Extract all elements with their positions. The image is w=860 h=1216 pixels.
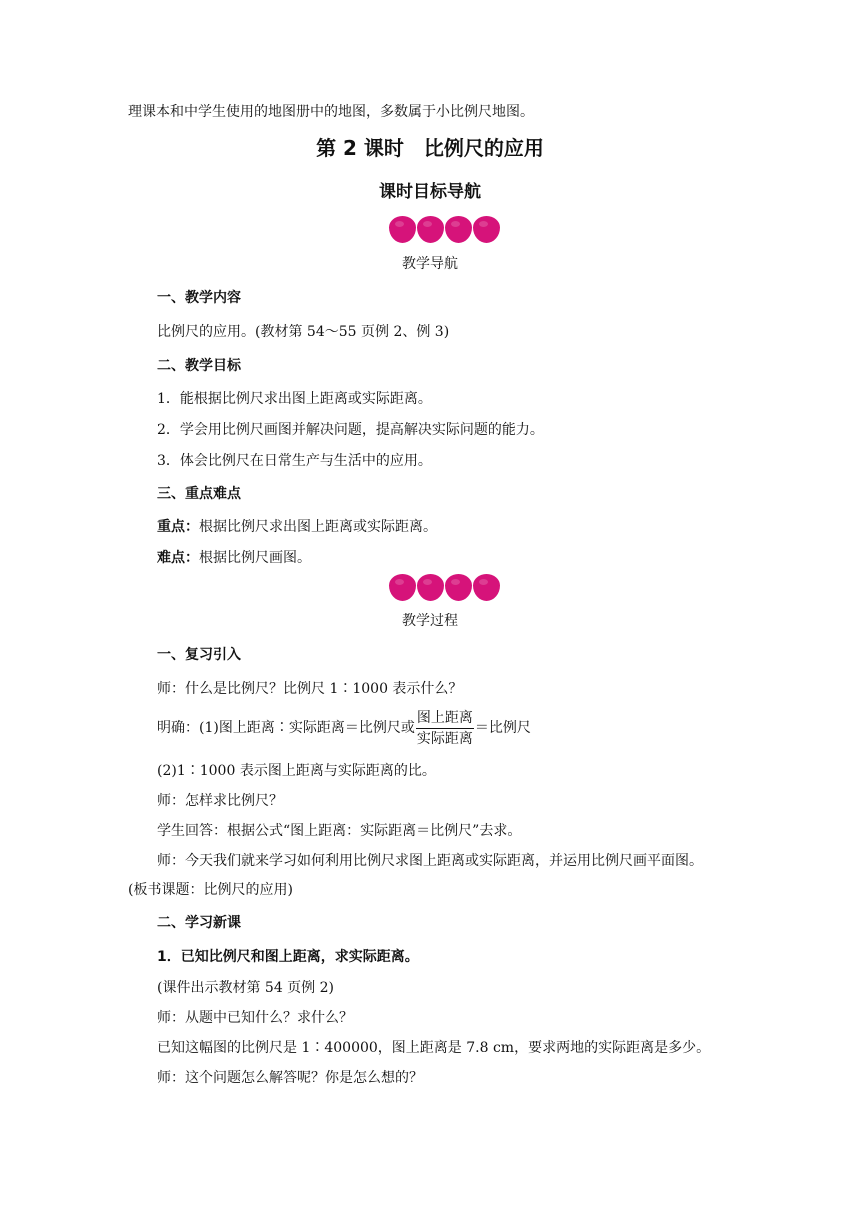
paragraph: 师：今天我们就来学习如何利用比例尺求图上距离或实际距离，并运用比例尺画平面图。 xyxy=(157,853,703,869)
petal-icon xyxy=(417,216,444,243)
paragraph: 师：从题中已知什么？求什么？ xyxy=(157,1010,353,1026)
paragraph: 师：这个问题怎么解答呢？你是怎么想的？ xyxy=(157,1070,423,1086)
heading-teaching-goals: 二、教学目标 xyxy=(157,358,241,374)
difficulty-line xyxy=(157,548,311,568)
petal-icon xyxy=(473,216,500,243)
paragraph: 师：怎样求比例尺？ xyxy=(157,793,283,809)
section-title: 课时目标导航 xyxy=(379,182,481,202)
heading-key-points: 三、重点难点 xyxy=(157,486,241,502)
paragraph: (板书课题：比例尺的应用) xyxy=(128,882,293,898)
teacher-question: 师：什么是比例尺？比例尺 1∶1000 表示什么？ xyxy=(157,681,463,697)
key-point-line xyxy=(157,517,437,537)
formula-prefix: 明确：(1)图上距离∶实际距离＝比例尺或 xyxy=(157,720,415,736)
fraction-denominator: 实际距离 xyxy=(416,730,473,747)
formula-line xyxy=(157,708,531,748)
petal-icon xyxy=(445,574,472,601)
key-point-label: 重点： xyxy=(157,519,199,535)
goal-item: 1．能根据比例尺求出图上距离或实际距离。 xyxy=(157,391,432,407)
teaching-content-text: 比例尺的应用。(教材第 54～55 页例 2、例 3) xyxy=(157,324,450,340)
fraction xyxy=(416,709,474,748)
heading-teaching-content: 一、教学内容 xyxy=(157,290,241,306)
fraction-numerator: 图上距离 xyxy=(416,709,474,729)
subheading: 1．已知比例尺和图上距离，求实际距离。 xyxy=(157,949,419,965)
petal-decoration-nav xyxy=(389,216,501,246)
petal-icon xyxy=(389,216,416,243)
petal-icon xyxy=(473,574,500,601)
intro-paragraph: 理课本和中学生使用的地图册中的地图，多数属于小比例尺地图。 xyxy=(128,104,534,120)
goal-item: 3．体会比例尺在日常生产与生活中的应用。 xyxy=(157,453,432,469)
heading-review: 一、复习引入 xyxy=(157,647,241,663)
paragraph: (2)1∶1000 表示图上距离与实际距离的比。 xyxy=(157,763,436,779)
nav-label: 教学导航 xyxy=(402,256,458,272)
process-label: 教学过程 xyxy=(402,613,458,629)
paragraph: (课件出示教材第 54 页例 2) xyxy=(157,980,334,996)
paragraph: 学生回答：根据公式“图上距离：实际距离＝比例尺”去求。 xyxy=(157,823,522,839)
petal-decoration-process xyxy=(389,574,501,604)
difficulty-text: 根据比例尺画图。 xyxy=(199,550,311,566)
formula-suffix: ＝比例尺 xyxy=(474,720,531,736)
lesson-title: 第 2 课时 比例尺的应用 xyxy=(316,136,544,160)
petal-icon xyxy=(445,216,472,243)
heading-new-lesson: 二、学习新课 xyxy=(157,915,241,931)
goal-item: 2．学会用比例尺画图并解决问题，提高解决实际问题的能力。 xyxy=(157,422,544,438)
key-point-text: 根据比例尺求出图上距离或实际距离。 xyxy=(199,519,437,535)
paragraph: 已知这幅图的比例尺是 1∶400000，图上距离是 7.8 cm，要求两地的实际距离是多少。 xyxy=(157,1040,711,1056)
petal-icon xyxy=(417,574,444,601)
petal-icon xyxy=(389,574,416,601)
difficulty-label: 难点： xyxy=(157,550,199,566)
